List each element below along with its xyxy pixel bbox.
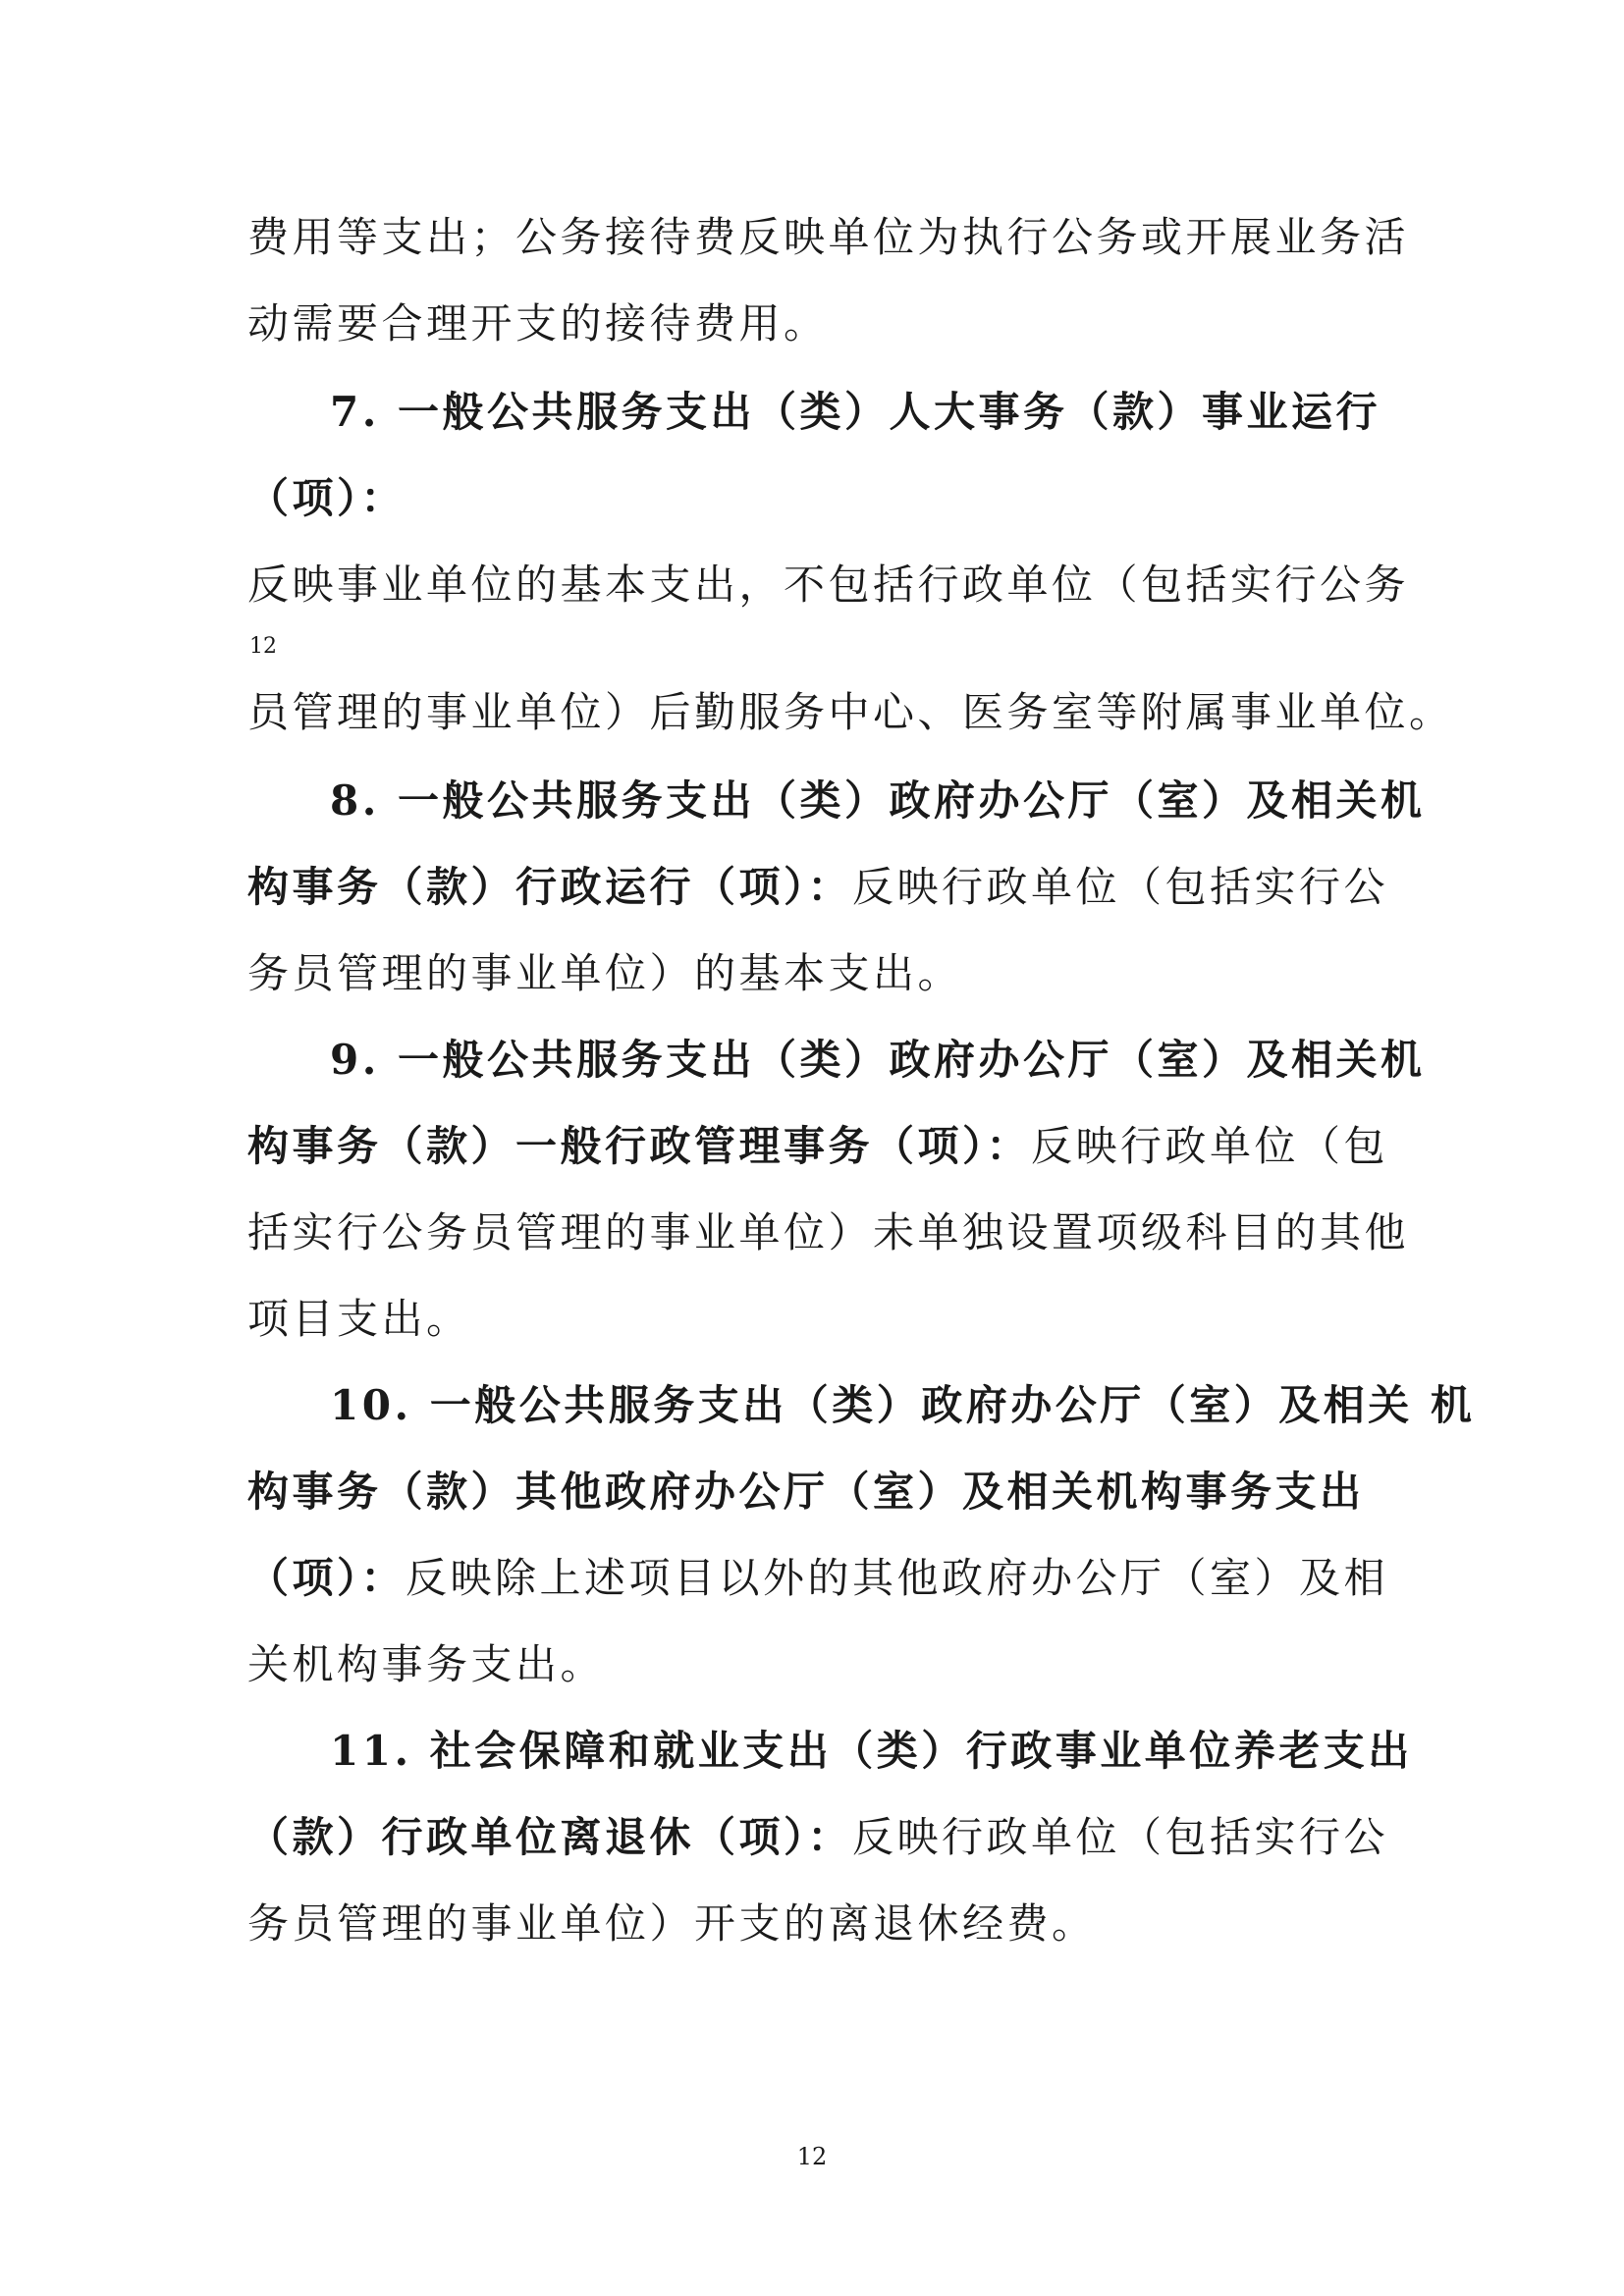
text-line — [247, 1290, 471, 1349]
section-heading — [330, 383, 1380, 442]
section-heading — [330, 772, 1425, 830]
stray-number: 12 — [249, 634, 277, 659]
text-line — [247, 1203, 1409, 1262]
text-segment: 构事务（款）其他政府办公厅（室）及相关机构事务支出 — [247, 1468, 1365, 1516]
section-heading — [330, 1031, 1425, 1090]
text-segment: 务员管理的事业单位）的基本支出。 — [247, 949, 963, 997]
text-segment: 8. 一般公共服务支出（类）政府办公厅（室）及相关机 — [330, 776, 1426, 825]
text-segment: 7. 一般公共服务支出（类）人大事务（款）事业运行 — [330, 388, 1380, 436]
text-segment: 反映行政单位（包括实行公 — [852, 863, 1389, 911]
text-segment: 动需要合理开支的接待费用。 — [247, 299, 829, 347]
section-heading — [247, 1463, 1365, 1522]
text-segment: （项）： — [247, 474, 406, 522]
text-line — [247, 1635, 605, 1694]
text-segment: 括实行公务员管理的事业单位）未单独设置项级科目的其他 — [247, 1208, 1410, 1256]
section-heading — [330, 1722, 1413, 1781]
text-line — [247, 944, 962, 1003]
text-line — [247, 208, 1409, 267]
text-line — [247, 1895, 1097, 1953]
text-segment: 反映除上述项目以外的其他政府办公厅（室）及相 — [406, 1554, 1389, 1602]
text-line — [247, 1549, 1388, 1608]
text-segment: 11. 社会保障和就业支出（类）行政事业单位养老支出 — [330, 1727, 1413, 1775]
text-segment: 员管理的事业单位）后勤服务中心、医务室等附属事业单位。 — [247, 688, 1454, 736]
text-segment: 反映事业单位的基本支出，不包括行政单位（包括实行公务 — [247, 561, 1410, 609]
text-segment: 项目支出。 — [247, 1295, 471, 1343]
text-line — [247, 858, 1388, 917]
text-line — [247, 683, 1454, 742]
text-segment: 10. 一般公共服务支出（类）政府办公厅（室）及相关 机 — [330, 1381, 1476, 1429]
page-number: 12 — [796, 2143, 828, 2170]
text-segment: （款）行政单位离退休（项）： — [247, 1813, 853, 1861]
text-line — [247, 294, 829, 353]
text-segment: （项）： — [247, 1554, 406, 1602]
text-line — [247, 1808, 1388, 1867]
text-segment: 务员管理的事业单位）开支的离退休经费。 — [247, 1899, 1097, 1948]
section-heading — [330, 1376, 1475, 1435]
text-segment: 构事务（款）行政运行（项）： — [247, 863, 853, 911]
text-line — [247, 1117, 1388, 1176]
text-segment: 费用等支出；公务接待费反映单位为执行公务或开展业务活 — [247, 213, 1410, 261]
text-line — [247, 556, 1409, 614]
text-segment: 反映行政单位（包括实行公 — [852, 1813, 1389, 1861]
text-segment: 反映行政单位（包 — [1031, 1122, 1389, 1170]
section-heading — [247, 469, 406, 528]
text-segment: 关机构事务支出。 — [247, 1640, 606, 1688]
text-segment: 构事务（款）一般行政管理事务（项）： — [247, 1122, 1032, 1170]
text-segment: 9. 一般公共服务支出（类）政府办公厅（室）及相关机 — [330, 1036, 1426, 1084]
